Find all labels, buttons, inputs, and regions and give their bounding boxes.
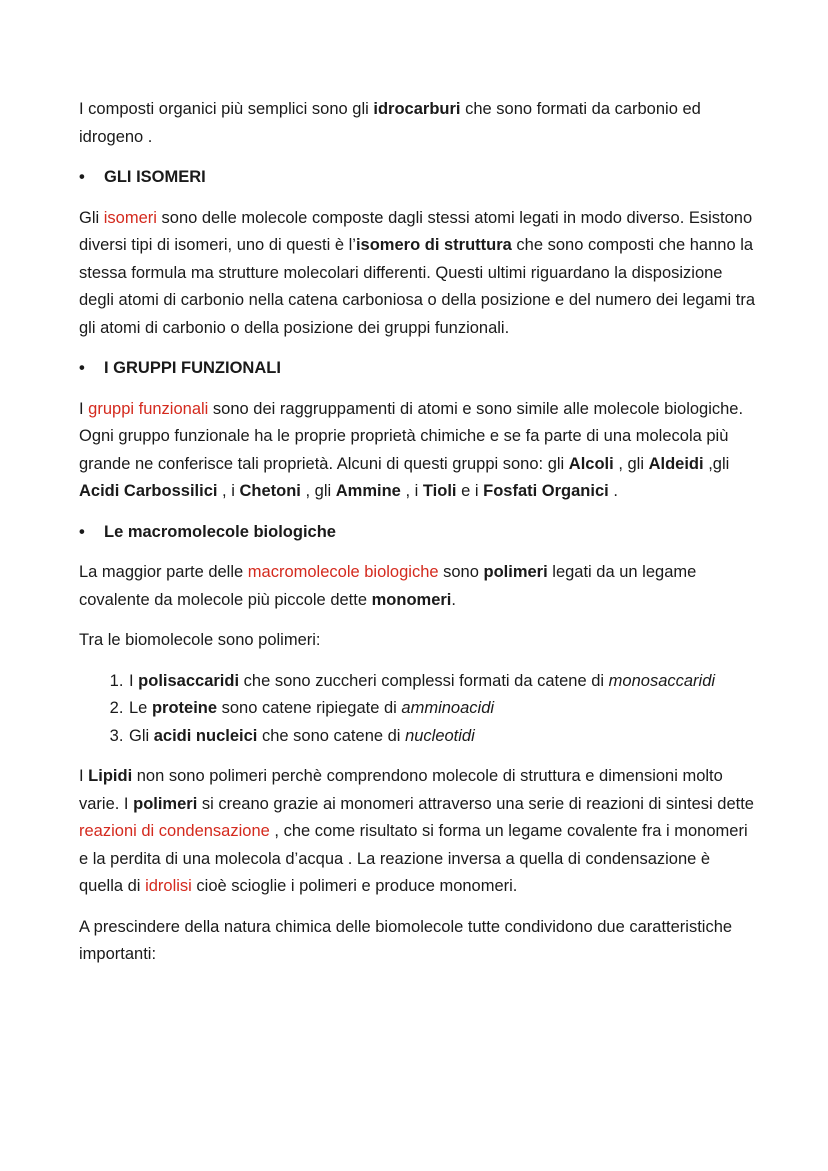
text-span: Gli — [129, 726, 154, 745]
gruppi-paragraph — [79, 396, 758, 506]
text-span: , che come risultato si forma un legame covalente fra i monomeri e la perdita di una molecola d’acqua . La reazione inversa a quella di condensazione è quella di — [79, 822, 748, 895]
text-span: sono delle molecole composte dagli stessi atomi legati in modo diverso. Esistono diversi tipi di isomeri, uno di questi è l’ — [79, 208, 753, 254]
text-span: sono — [438, 563, 484, 581]
text-span: legati da un legame covalente da molecole più piccole dette — [79, 563, 697, 609]
term-lipidi: Lipidi — [88, 767, 133, 785]
term-macromolecole-biologiche: macromolecole biologiche — [247, 563, 439, 581]
term-fosfati-organici: Fosfati Organici — [483, 482, 609, 500]
term-reazioni-di-condensazione: reazioni di condensazione — [79, 822, 270, 840]
list-item — [128, 695, 758, 723]
list-item — [128, 668, 758, 696]
term-proteine: proteine — [151, 699, 218, 717]
text-span: , i — [217, 482, 240, 500]
heading-isomeri — [79, 164, 758, 192]
text-span: che sono catene di — [257, 726, 406, 745]
text-span: non sono polimeri perchè comprendono molecole di struttura e dimensioni molto varie. I — [79, 767, 723, 813]
text-span: . — [608, 482, 618, 500]
term-monosaccaridi: monosaccaridi — [608, 671, 716, 690]
text-span: e i — [456, 482, 484, 500]
text-span: I — [79, 767, 89, 785]
term-nucleotidi: nucleotidi — [405, 726, 475, 745]
term-polisaccaridi: polisaccaridi — [138, 671, 240, 690]
final-paragraph: A prescindere della natura chimica delle biomolecole tutte condividono due caratteristiche importanti: — [79, 917, 733, 963]
polimeri-list — [79, 668, 758, 751]
term-polimeri: polimeri — [483, 563, 548, 581]
text-span: ,gli — [703, 454, 730, 473]
bullet-icon: • — [79, 168, 85, 186]
lipidi-paragraph — [79, 763, 758, 901]
heading-gruppi-funzionali — [79, 355, 758, 383]
bullet-icon: • — [79, 359, 85, 377]
term-idrolisi: idrolisi — [145, 877, 192, 895]
text-span: , i — [400, 482, 423, 500]
term-gruppi-funzionali: gruppi funzionali — [88, 399, 209, 418]
text-span: cioè scioglie i polimeri e produce monomeri. — [191, 877, 518, 895]
isomeri-paragraph — [79, 205, 758, 343]
term-polimeri-2: polimeri — [133, 794, 198, 813]
text-span: Gli — [79, 208, 104, 227]
term-amminoacidi: amminoacidi — [401, 699, 495, 717]
text-span: sono dei raggruppamenti di atomi e sono simile alle molecole biologiche. Ogni gruppo funzionale ha le proprie proprietà chimiche e se fa parte di una molecola più grande ne conferisce tali proprietà. Alcuni di questi gruppi sono: gli — [79, 399, 744, 473]
term-alcoli: Alcoli — [568, 454, 614, 473]
list-item — [128, 723, 758, 751]
text-span: La maggior parte delle — [79, 563, 248, 581]
text-span: I — [79, 399, 89, 418]
intro-text-end: che sono formati da carbonio ed idrogeno . — [79, 100, 701, 146]
term-aldeidi: Aldeidi — [648, 454, 704, 473]
term-isomero-di-struttura: isomero di struttura — [355, 236, 512, 254]
text-span: che sono zuccheri complessi formati da catene di — [239, 671, 609, 690]
heading-macro-label: Le macromolecole biologiche — [104, 522, 336, 541]
text-span: sono catene ripiegate di — [217, 699, 402, 717]
term-acidi-nucleici: acidi nucleici — [153, 726, 258, 745]
polimeri-intro: Tra le biomolecole sono polimeri: — [79, 631, 321, 649]
text-span: I — [129, 671, 139, 690]
heading-isomeri-label: GLI ISOMERI — [104, 168, 206, 186]
intro-text: I composti organici più semplici sono gli — [79, 100, 374, 118]
text-span: si creano grazie ai monomeri attraverso una serie di reazioni di sintesi dette — [197, 794, 754, 813]
term-ammine: Ammine — [335, 482, 401, 500]
macro-paragraph — [79, 559, 758, 614]
text-span: , gli — [300, 482, 336, 500]
text-span: . — [451, 590, 456, 609]
heading-gruppi-label: I GRUPPI FUNZIONALI — [104, 359, 281, 377]
intro-paragraph — [79, 96, 758, 151]
heading-macromolecole — [79, 519, 758, 547]
term-idrocarburi: idrocarburi — [373, 100, 461, 118]
term-isomeri: isomeri — [103, 208, 157, 227]
bullet-icon: • — [79, 522, 85, 541]
term-tioli: Tioli — [422, 482, 457, 500]
term-monomeri: monomeri — [371, 590, 452, 609]
term-acidi-carbossilici: Acidi Carbossilici — [79, 482, 218, 500]
term-chetoni: Chetoni — [239, 482, 301, 500]
text-span: che sono composti che hanno la stessa formula ma strutture molecolari differenti. Questi ultimi riguardano la disposizione degli atomi di carbonio nella catena carboniosa o della posizione e del numero dei legami tra gli atomi di carbonio o della posizione dei gruppi funzionali. — [79, 236, 756, 337]
text-span: Le — [129, 699, 152, 717]
text-span: , gli — [613, 454, 649, 473]
